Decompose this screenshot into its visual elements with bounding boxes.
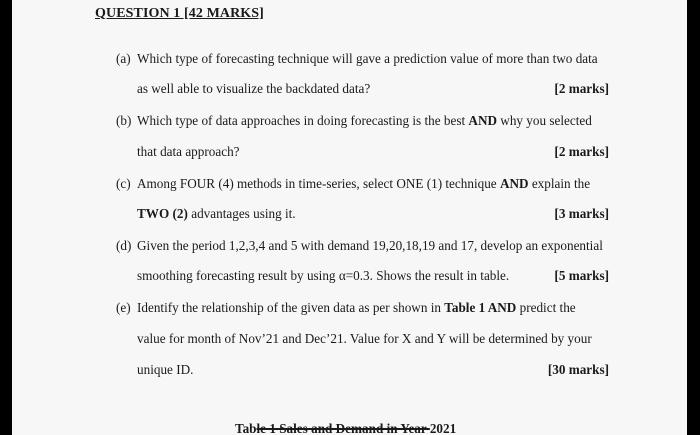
question-b-text-1-bold: AND [468,113,497,128]
document-page [12,0,687,435]
question-c-marks: [3 marks] [554,206,609,221]
question-a-letter: (a) [116,51,131,66]
question-e-marks: [30 marks] [547,362,609,377]
question-e-line-2 [137,331,609,347]
question-e-text-2: value for month of Nov’21 and Dec’21. Value for X and Y will be determined by your [137,331,592,346]
question-d-text-1: Given the period 1,2,3,4 and 5 with demand 19,20,18,19 and 17, develop an exponential [137,238,603,253]
table-caption-start: Tab [235,421,257,435]
question-a-text-1: Which type of forecasting technique will gave a prediction value of more than two data [137,51,598,66]
question-e-letter: (e) [116,300,131,315]
question-c-text-1a: Among FOUR (4) methods in time-series, select ONE (1) technique [137,176,500,191]
question-d-marks: [5 marks] [554,268,609,283]
question-d-line-1 [116,238,609,254]
question-a-marks: [2 marks] [554,81,609,96]
question-heading: QUESTION 1 [42 MARKS] [95,6,264,21]
question-e-text-1-bold: Table 1 AND [444,300,517,315]
question-d-line-2 [137,268,609,284]
question-a-text-2: as well able to visualize the backdated data? [137,81,371,96]
table-caption [235,421,456,435]
question-c-text-1-bold: AND [499,176,529,191]
question-e-text-1a: Identify the relationship of the given data as per shown in [137,300,445,315]
question-b-text-2: that data approach? [137,144,240,159]
question-e-text-1b: predict the [516,300,576,315]
question-b-letter: (b) [116,113,132,128]
table-caption-struck: le 1 Sales and Demand in Year [256,421,430,435]
question-c-text-2: advantages using it. [187,206,296,221]
question-d-text-2: smoothing forecasting result by using α=0.3. Shows the result in table. [137,268,510,283]
question-c-line-2 [137,206,609,222]
question-b-line-1 [116,113,609,129]
question-a-line-2 [137,81,609,97]
question-e-line-3 [137,362,609,378]
table-caption-end: 2021 [429,421,457,435]
question-e-line-1 [116,300,609,316]
question-b-marks: [2 marks] [554,144,609,159]
question-a-line-1 [116,51,609,67]
question-c-line-1 [116,176,609,192]
question-b-text-1b: why you selected [497,113,592,128]
question-d-letter: (d) [116,238,132,253]
question-c-text-2-bold: TWO (2) [137,206,188,221]
question-c-text-1b: explain the [528,176,591,191]
question-c-letter: (c) [116,176,131,191]
question-b-line-2 [137,144,609,160]
question-b-text-1a: Which type of data approaches in doing forecasting is the best [137,113,469,128]
question-e-text-3: unique ID. [137,362,194,377]
